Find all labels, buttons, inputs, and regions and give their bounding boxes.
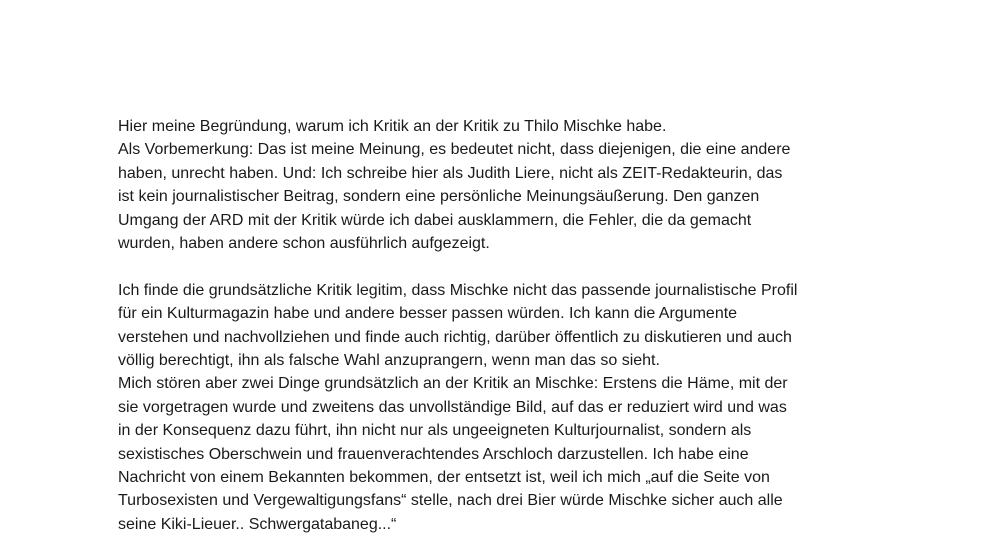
text-line: völlig berechtigt, ihn als falsche Wahl anzuprangern, wenn man das so sieht. bbox=[118, 352, 660, 370]
paragraph-gap bbox=[118, 255, 898, 278]
paragraph-intro bbox=[118, 115, 898, 255]
text-line: wurden, haben andere schon ausführlich aufgezeigt. bbox=[118, 235, 490, 253]
text-line: in der Konsequenz dazu führt, ihn nicht nur als ungeeigneten Kulturjournalist, sondern als bbox=[118, 422, 752, 440]
text-line: Turbosexisten und Vergewaltigungsfans“ stelle, nach drei Bier würde Mischke sicher auch alle bbox=[118, 492, 783, 510]
paragraph-criticism bbox=[118, 279, 898, 536]
text-line: ist kein journalistischer Beitrag, sondern eine persönliche Meinungsäußerung. Den ganzen bbox=[118, 188, 760, 206]
text-line: Mich stören aber zwei Dinge grundsätzlich an der Kritik an Mischke: Erstens die Häme, mit der bbox=[118, 375, 788, 393]
text-line: haben, unrecht haben. Und: Ich schreibe hier als Judith Liere, nicht als ZEIT-Redakteurin, das bbox=[118, 164, 783, 182]
text-line: Hier meine Begründung, warum ich Kritik an der Kritik zu Thilo Mischke habe. bbox=[118, 118, 667, 135]
text-line: seine Kiki-Lieuer.. Schwergatabaneg...“ bbox=[118, 515, 397, 533]
text-line: verstehen und nachvollziehen und finde auch richtig, darüber öffentlich zu diskutieren und auch bbox=[118, 328, 792, 346]
text-line: sexistisches Oberschwein und frauenverachtendes Arschloch darzustellen. Ich habe eine bbox=[118, 445, 749, 463]
text-line: Als Vorbemerkung: Das ist meine Meinung, es bedeutet nicht, dass diejenigen, die eine andere bbox=[118, 141, 791, 159]
text-line: sie vorgetragen wurde und zweitens das unvollständige Bild, auf das er reduziert wird und was bbox=[118, 398, 787, 416]
text-line: Nachricht von einem Bekannten bekommen, der entsetzt ist, weil ich mich „auf die Seite von bbox=[118, 469, 770, 487]
document-body bbox=[118, 115, 898, 536]
text-line: für ein Kulturmagazin habe und andere besser passen würden. Ich kann die Argumente bbox=[118, 305, 738, 323]
text-line: Umgang der ARD mit der Kritik würde ich dabei ausklammern, die Fehler, die da gemacht bbox=[118, 211, 752, 229]
text-line: Ich finde die grundsätzliche Kritik legitim, dass Mischke nicht das passende journalistische Profil bbox=[118, 281, 798, 299]
